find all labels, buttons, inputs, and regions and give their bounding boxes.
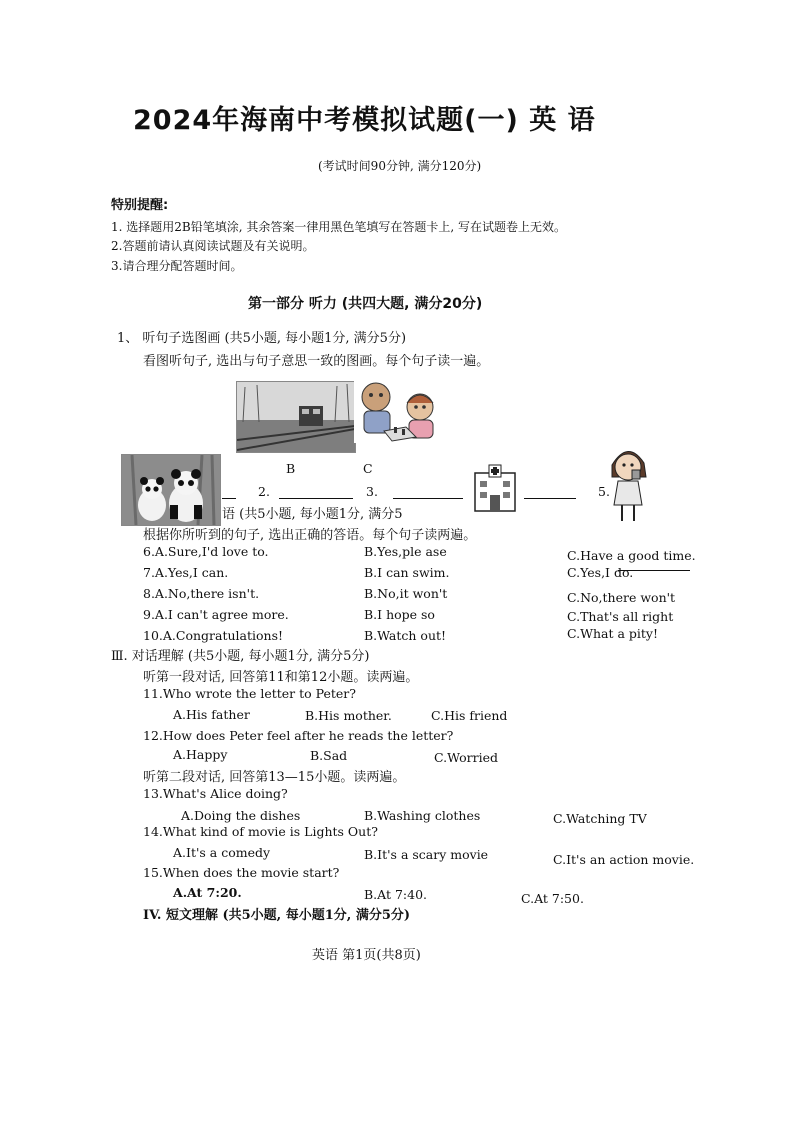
option-b: B.It's a scary movie: [364, 847, 489, 862]
option-c: C.No,there won't: [567, 590, 676, 605]
section-instruction: 听第二段对话, 回答第13—15小题。读两遍。: [143, 770, 406, 785]
question: 11.Who wrote the letter to Peter?: [143, 686, 356, 701]
hospital-icon: [471, 463, 519, 513]
option-b: B.I hope so: [364, 607, 435, 622]
notice-item: 3.请合理分配答题时间。: [111, 259, 243, 273]
page-title: 2024年海南中考模拟试题(一) 英 语: [133, 105, 596, 136]
item-number: 2.: [258, 484, 270, 499]
section-heading: IV. 短文理解 (共5小题, 每小题1分, 满分5分): [143, 908, 411, 923]
option-c: C.That's all right: [567, 609, 674, 624]
option-a: A.Happy: [173, 747, 228, 762]
answer-blank: [222, 498, 236, 499]
option-a: 8.A.No,there isn't.: [143, 586, 260, 601]
stray-line: [618, 570, 690, 571]
part-heading: 第一部分 听力 (共四大题, 满分20分): [248, 296, 483, 312]
option-c: C.His friend: [431, 708, 508, 723]
option-b: B.At 7:40.: [364, 887, 428, 902]
option-a: A.It's a comedy: [173, 845, 271, 860]
option-c: C.Yes,I do.: [567, 565, 634, 580]
option-a: 10.A.Congratulations!: [143, 628, 284, 643]
section-instruction: 根据你所听到的句子, 选出正确的答语。每个句子读两遍。: [143, 528, 477, 543]
option-b: B.Washing clothes: [364, 808, 481, 823]
answer-blank: [279, 498, 353, 499]
option-a: 9.A.I can't agree more.: [143, 607, 289, 622]
option-c: C.Watching TV: [553, 811, 647, 826]
question: 15.When does the movie start?: [143, 865, 340, 880]
option-c: C.What a pity!: [567, 626, 658, 641]
section-heading: Ⅲ. 对话理解 (共5小题, 每小题1分, 满分5分): [111, 649, 370, 664]
option-c: C.Have a good time.: [567, 548, 696, 563]
section-heading: 语 (共5小题, 每小题1分, 满分5: [222, 507, 403, 522]
answer-blank: [393, 498, 463, 499]
option-c: C.Worried: [434, 750, 498, 765]
item-number: 5.: [598, 484, 610, 499]
page-footer: 英语 第1页(共8页): [312, 948, 421, 963]
picture-letter-c: C: [363, 461, 373, 476]
section-heading: 1、 听句子选图画 (共5小题, 每小题1分, 满分5分): [117, 331, 407, 346]
question: 14.What kind of movie is Lights Out?: [143, 824, 378, 839]
question: 13.What's Alice doing?: [143, 786, 288, 801]
train-photo: [236, 381, 356, 453]
option-a: A.At 7:20.: [173, 885, 242, 900]
option-b: B.His mother.: [305, 708, 392, 723]
option-b: B.No,it won't: [364, 586, 448, 601]
picture-letter-b: B: [286, 461, 296, 476]
girl-drinking-image: [606, 443, 652, 525]
answer-blank: [524, 498, 576, 499]
option-b: B.Watch out!: [364, 628, 447, 643]
option-c: C.It's an action movie.: [553, 852, 695, 867]
notice-heading: 特别提醒:: [111, 198, 169, 213]
option-b: B.Sad: [310, 748, 348, 763]
panda-photo: [121, 454, 221, 526]
option-b: B.Yes,ple ase: [364, 544, 447, 559]
section-instruction: 看图听句子, 选出与句子意思一致的图画。每个句子读一遍。: [143, 354, 490, 369]
option-b: B.I can swim.: [364, 565, 450, 580]
notice-item: 2.答题前请认真阅读试题及有关说明。: [111, 239, 315, 253]
notice-item: 1. 选择题用2B铅笔填涂, 其余答案一律用黑色笔填写在答题卡上, 写在试题卷上无效。: [111, 220, 566, 234]
item-number: 3.: [366, 484, 378, 499]
option-a: 6.A.Sure,I'd love to.: [143, 544, 269, 559]
kids-chess-image: [354, 379, 446, 443]
section-instruction: 听第一段对话, 回答第11和第12小题。读两遍。: [143, 670, 419, 685]
exam-info: (考试时间90分钟, 满分120分): [318, 159, 482, 173]
question: 12.How does Peter feel after he reads the letter?: [143, 728, 454, 743]
option-c: C.At 7:50.: [521, 891, 584, 906]
option-a: 7.A.Yes,I can.: [143, 565, 229, 580]
option-a: A.Doing the dishes: [181, 808, 301, 823]
option-a: A.His father: [173, 707, 250, 722]
